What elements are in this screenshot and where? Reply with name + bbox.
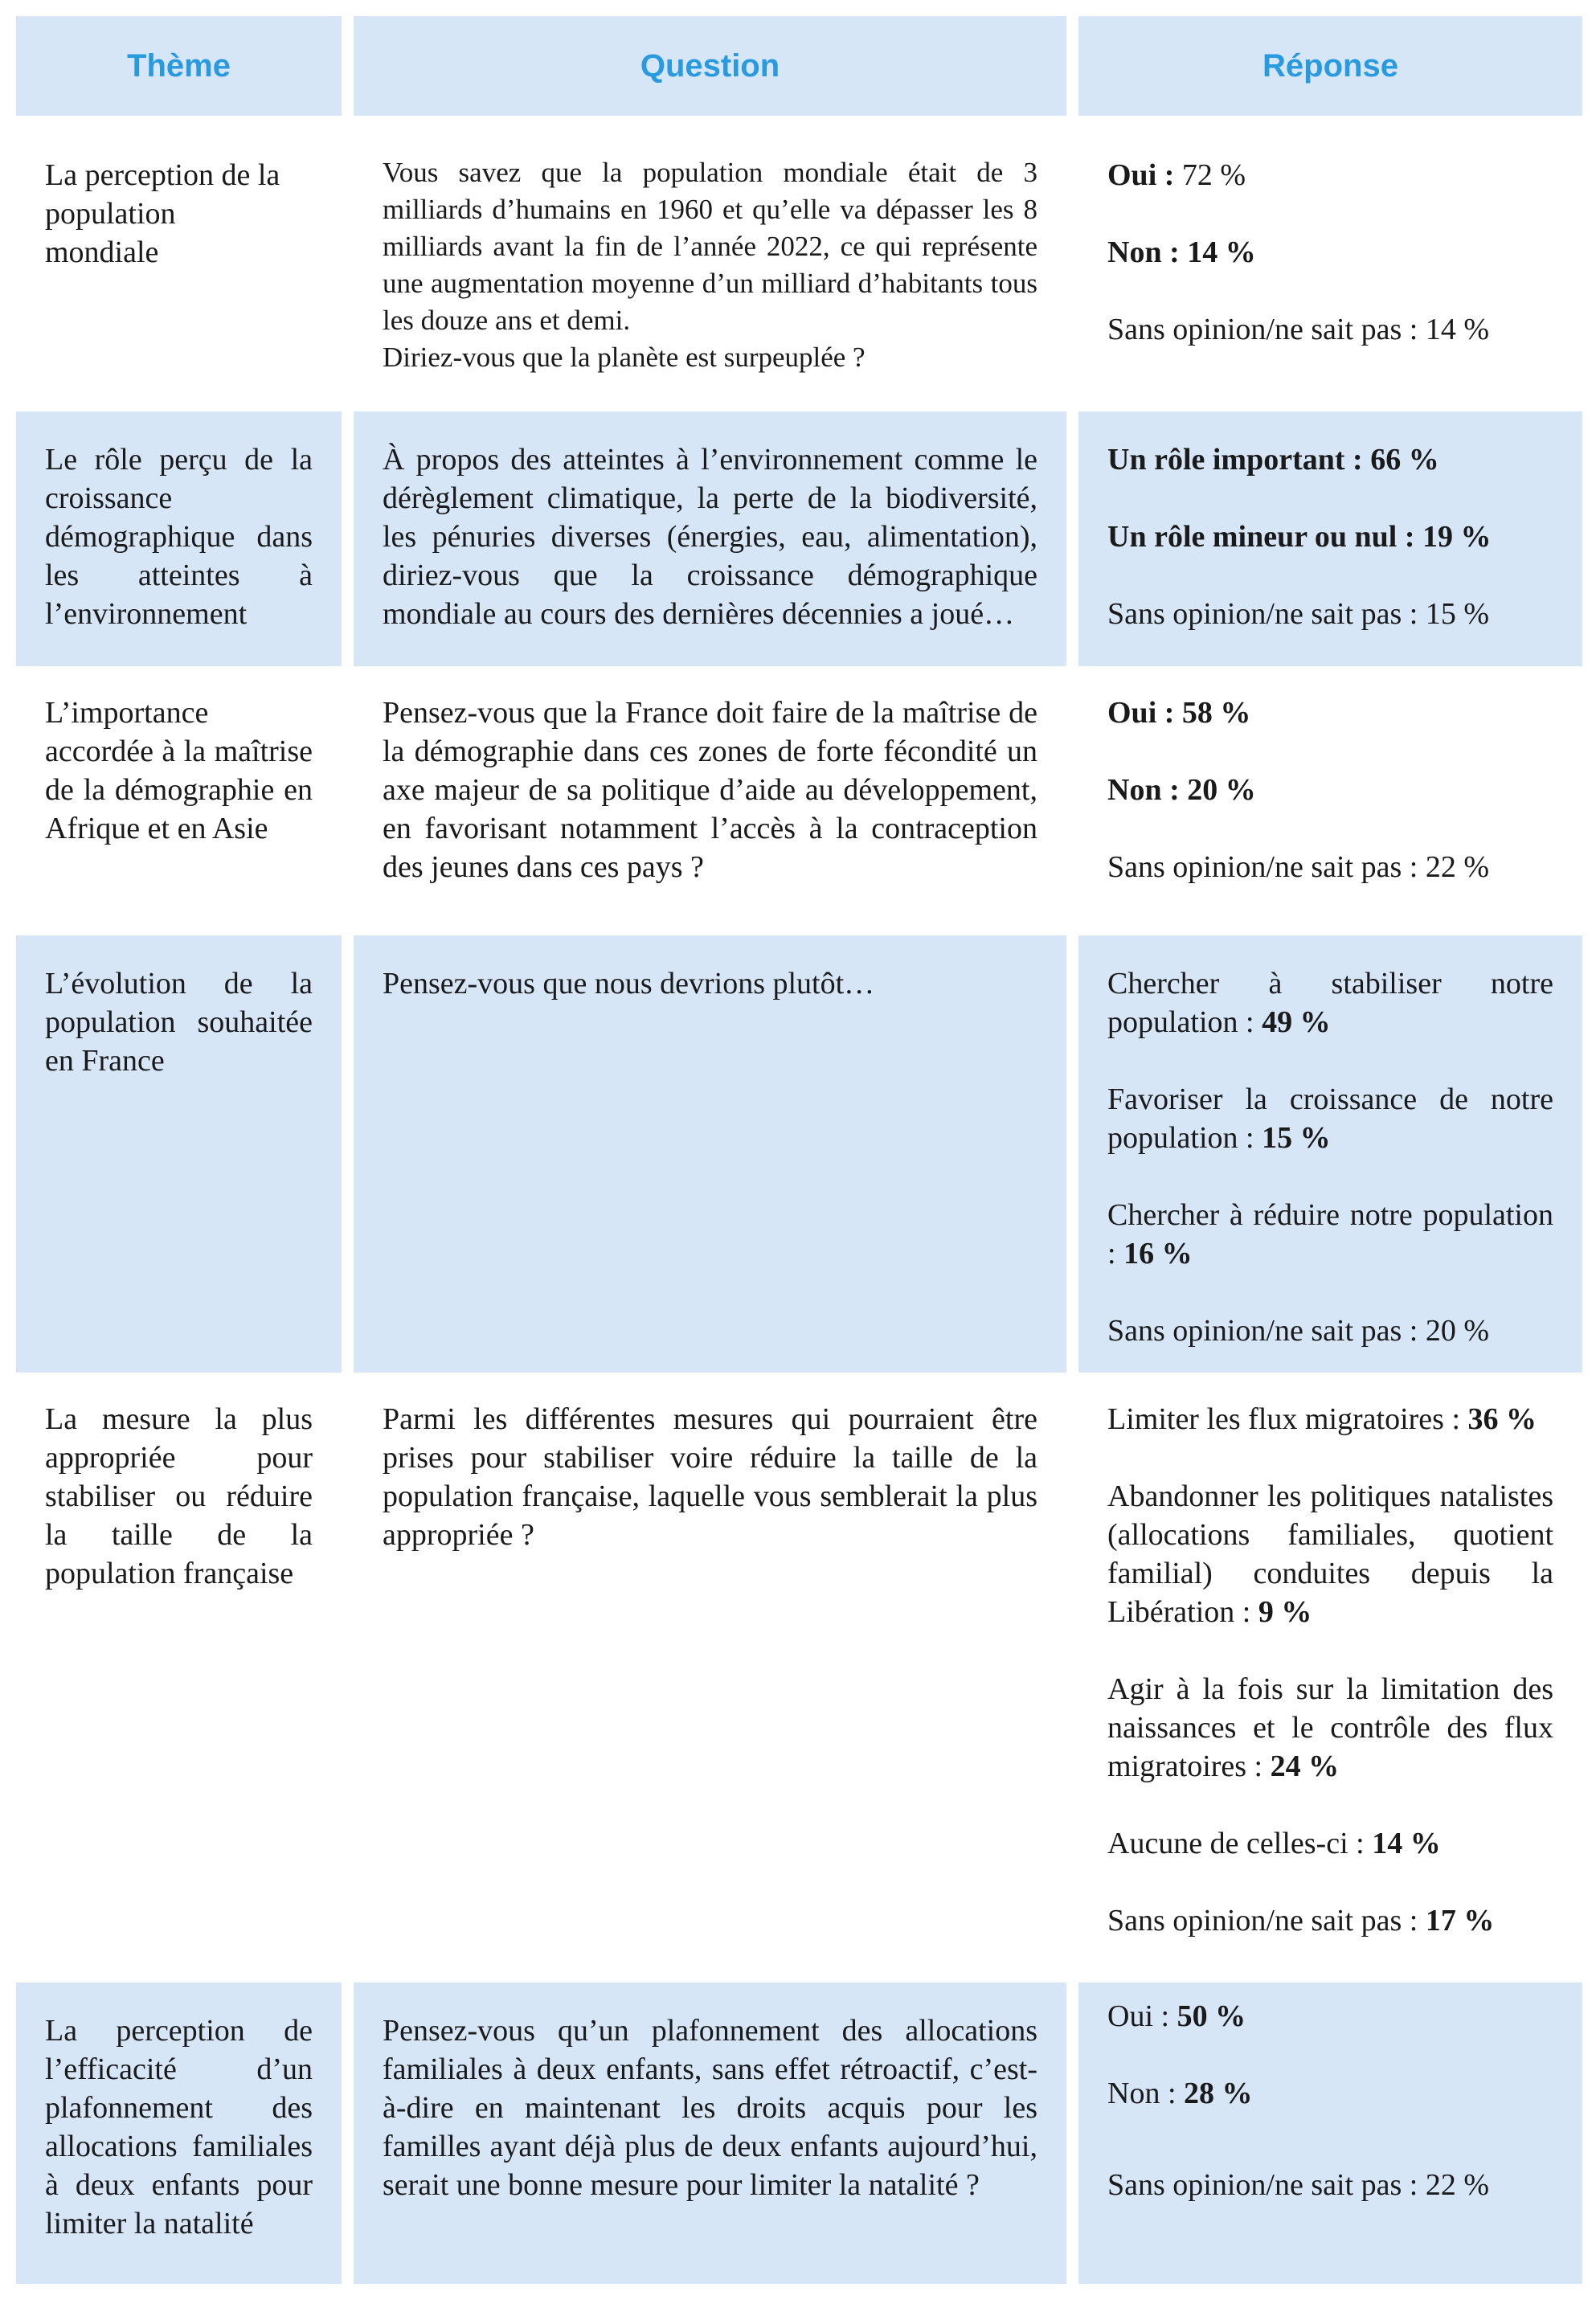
answer-item bbox=[1107, 848, 1553, 886]
answer-value: 28 % bbox=[1184, 2077, 1253, 2110]
answer-label: Oui : bbox=[1107, 1999, 1177, 2033]
answer-value: 49 % bbox=[1262, 1005, 1331, 1039]
answer-label: Sans opinion/ne sait pas : bbox=[1107, 1314, 1426, 1348]
row-answers bbox=[1078, 935, 1582, 1373]
answer-label: Non : bbox=[1107, 773, 1188, 807]
table-row bbox=[16, 677, 1583, 898]
answer-item bbox=[1107, 440, 1553, 479]
header-question: Question bbox=[354, 16, 1066, 116]
answer-value: 50 % bbox=[1177, 1999, 1246, 2033]
answer-value: 72 % bbox=[1181, 158, 1246, 192]
answer-value: 36 % bbox=[1467, 1402, 1537, 1436]
answer-label: Oui : bbox=[1107, 158, 1182, 192]
answer-label: Sans opinion/ne sait pas : bbox=[1107, 1904, 1426, 1938]
answer-item bbox=[1107, 1311, 1553, 1350]
answer-item bbox=[1107, 1080, 1553, 1157]
row-question bbox=[354, 127, 1066, 400]
answer-value: 24 % bbox=[1270, 1749, 1340, 1783]
table-row bbox=[16, 1983, 1583, 2284]
answer-value: 22 % bbox=[1425, 850, 1489, 884]
answer-label: Sans opinion/ne sait pas : bbox=[1107, 850, 1426, 884]
row-answers bbox=[1078, 127, 1582, 400]
row-theme: La perception de l’efficacité d’un plafonnement des allocations familiales à deux enfants pour limiter la natalité bbox=[16, 1983, 342, 2284]
answer-value: 14 % bbox=[1425, 313, 1489, 346]
answer-item bbox=[1107, 2074, 1553, 2113]
answer-value: 9 % bbox=[1258, 1595, 1312, 1629]
answer-value: 15 % bbox=[1262, 1121, 1331, 1155]
answer-value: 16 % bbox=[1123, 1237, 1193, 1271]
table-row bbox=[16, 411, 1583, 666]
header-reponse: Réponse bbox=[1078, 16, 1582, 116]
answer-value: 14 % bbox=[1187, 235, 1256, 269]
answer-item bbox=[1107, 310, 1553, 349]
row-answers bbox=[1078, 1983, 1582, 2284]
answer-item bbox=[1107, 771, 1553, 809]
answer-value: 17 % bbox=[1425, 1904, 1495, 1938]
answer-item bbox=[1107, 1997, 1553, 2036]
row-answers bbox=[1078, 1384, 1582, 1971]
row-question: À propos des atteintes à l’environnement comme le dérèglement climatique, la perte de la biodiversité, les pénuries diverses (énergies, eau, alimentation), diriez-vous que la croissance démographique mondiale au cours des dernières décennies a joué… bbox=[354, 411, 1066, 666]
answer-label: Sans opinion/ne sait pas : bbox=[1107, 313, 1426, 346]
answer-item bbox=[1107, 1901, 1553, 1940]
table-row bbox=[16, 935, 1583, 1373]
answer-item bbox=[1107, 595, 1553, 633]
answer-item bbox=[1107, 1824, 1553, 1863]
row-theme: La perception de la population mondiale bbox=[45, 158, 280, 269]
answer-label: Abandonner les politiques natalistes (allocations familiales, quotient familial) conduites depuis la Libération : bbox=[1107, 1479, 1553, 1629]
answer-item bbox=[1107, 1670, 1553, 1786]
question-text-2: Diriez-vous que la planète est surpeuplée ? bbox=[383, 342, 866, 373]
answer-value: 20 % bbox=[1187, 773, 1256, 807]
row-theme: La mesure la plus appropriée pour stabiliser ou réduire la taille de la population française bbox=[45, 1402, 313, 1590]
answer-item bbox=[1107, 156, 1553, 194]
row-theme: Le rôle perçu de la croissance démographique dans les atteintes à l’environnement bbox=[16, 411, 342, 666]
answer-label: Aucune de celles-ci : bbox=[1107, 1827, 1373, 1860]
answer-item bbox=[1107, 2166, 1553, 2204]
answer-item bbox=[1107, 1477, 1553, 1631]
header-theme: Thème bbox=[16, 16, 342, 116]
answer-item bbox=[1107, 233, 1553, 272]
row-question: Parmi les différentes mesures qui pourraient être prises pour stabiliser voire réduire la taille de la population française, laquelle vous semblerait la plus appropriée ? bbox=[383, 1402, 1037, 1552]
row-answers bbox=[1078, 411, 1582, 666]
answer-value: 19 % bbox=[1422, 520, 1492, 554]
answer-label: Chercher à réduire notre population : bbox=[1107, 1198, 1553, 1271]
row-question: Pensez-vous qu’un plafonnement des allocations familiales à deux enfants, sans effet rétroactif, c’est-à-dire en maintenant les droits acquis pour les familles ayant déjà plus de deux enfants aujourd’hui, serait une bonne mesure pour limiter la natalité ? bbox=[354, 1983, 1066, 2284]
answer-value: 66 % bbox=[1370, 443, 1439, 477]
answer-item bbox=[1107, 1400, 1553, 1438]
answer-item bbox=[1107, 694, 1553, 732]
table-row bbox=[16, 127, 1583, 400]
answer-value: 58 % bbox=[1181, 696, 1251, 730]
answer-label: Non : bbox=[1107, 235, 1188, 269]
survey-table bbox=[16, 16, 1583, 2295]
table-row bbox=[16, 1384, 1583, 1971]
answer-item bbox=[1107, 1196, 1553, 1273]
row-question: Pensez-vous que la France doit faire de la maîtrise de la démographie dans ces zones de forte fécondité un axe majeur de sa politique d’aide au développement, en favorisant notamment l’accès à la contraception des jeunes dans ces pays ? bbox=[383, 696, 1037, 884]
answer-label: Sans opinion/ne sait pas : bbox=[1107, 597, 1426, 631]
row-theme: L’évolution de la population souhaitée en France bbox=[16, 935, 342, 1373]
question-text: Vous savez que la population mondiale était de 3 milliards d’humains en 1960 et qu’elle va dépasser les 8 milliards avant la fin de l’année 2022, ce qui représente une augmentation moyenne d’un milliard d’habitants tous les douze ans et demi. bbox=[383, 157, 1037, 336]
answer-label: Un rôle important : bbox=[1107, 443, 1371, 477]
table-header bbox=[16, 16, 1583, 116]
answer-label: Chercher à stabiliser notre population : bbox=[1107, 967, 1553, 1039]
answer-label: Favoriser la croissance de notre population : bbox=[1107, 1082, 1553, 1155]
answer-label: Non : bbox=[1107, 2077, 1184, 2110]
answer-value: 22 % bbox=[1425, 2168, 1489, 2202]
answer-value: 20 % bbox=[1425, 1314, 1489, 1348]
answer-label: Agir à la fois sur la limitation des naissances et le contrôle des flux migratoires : bbox=[1107, 1672, 1553, 1783]
answer-item bbox=[1107, 964, 1553, 1041]
answer-label: Limiter les flux migratoires : bbox=[1107, 1402, 1468, 1436]
row-question: Pensez-vous que nous devrions plutôt… bbox=[354, 935, 1066, 1373]
row-answers bbox=[1078, 677, 1582, 907]
answer-item bbox=[1107, 518, 1553, 556]
row-theme: L’importance accordée à la maîtrise de la démographie en Afrique et en Asie bbox=[45, 696, 313, 845]
answer-label: Oui : bbox=[1107, 696, 1182, 730]
answer-label: Sans opinion/ne sait pas : bbox=[1107, 2168, 1426, 2202]
answer-label: Un rôle mineur ou nul : bbox=[1107, 520, 1423, 554]
answer-value: 14 % bbox=[1372, 1827, 1441, 1860]
answer-value: 15 % bbox=[1425, 597, 1489, 631]
